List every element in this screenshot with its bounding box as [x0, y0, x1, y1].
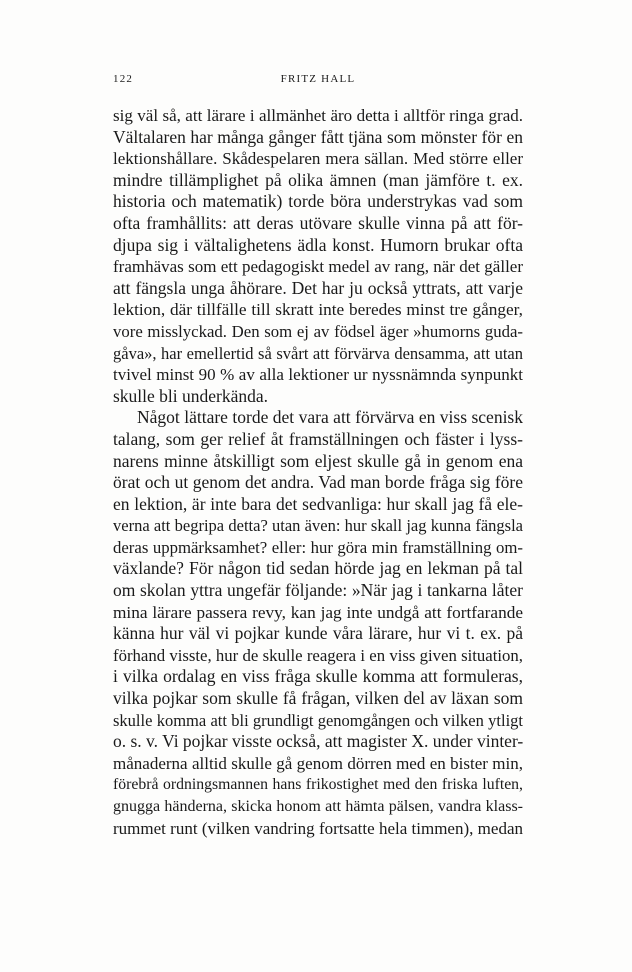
text-line: lektion, där tillfälle till skratt inte beredes minst tre gånger, [113, 300, 523, 320]
running-head [113, 73, 523, 87]
text-line: lektionshållare. Skådespelaren mera sällan. Med större eller [113, 149, 523, 169]
text-line: sig väl så, att lärare i allmänhet äro detta i alltför ringa grad. [113, 106, 523, 125]
text-line: en lektion, är inte bara det sedvanliga: hur skall jag få ele- [113, 493, 523, 514]
text-line: känna hur väl vi pojkar kunde våra lärare, hur vi t. ex. på [113, 623, 523, 644]
text-line: mina lärare passera revy, kan jag inte undgå att fortfarande [113, 602, 523, 622]
text-line: ofta framhållits: att deras utövare skulle vinna på att för- [113, 212, 523, 233]
text-line: o. s. v. Vi pojkar visste också, att magister X. under vinter- [113, 731, 524, 752]
text-line: djupa sig i vältalighetens ädla konst. Humorn brukar ofta [113, 234, 523, 255]
text-line: talang, som ger relief åt framställningen och fäster i lyss- [113, 428, 523, 449]
text-line: narens minne åtskilligt som eljest skulle gå in genom ena [113, 450, 523, 471]
text-line: mindre tillämplighet på olika ämnen (man jämföre t. ex. [113, 169, 523, 190]
text-line: förebrå ordningsmannen hans frikostighet med den friska luften, [113, 776, 523, 794]
text-line: gåva», har emellertid så svårt att förvärva densamma, att utan [113, 343, 523, 363]
text-line: månaderna alltid skulle gå genom dörren med en bister min, [113, 753, 523, 773]
text-line: i vilka ordalag en viss fråga skulle komma att formuleras, [113, 666, 523, 687]
text-line: skulle komma att bli grundligt genomgången och vilken ytligt [113, 710, 523, 730]
text-line: rummet runt (vilken vandring fortsatte hela timmen), medan [113, 818, 523, 838]
text-line: historia och matematik) torde böra understrykas vad som [113, 191, 523, 212]
text-line: gnugga händerna, skicka honom att hämta pälsen, vandra klass- [113, 798, 523, 815]
paragraph-end-line: skulle bli underkända. [113, 385, 269, 406]
text-line: vilka pojkar som skulle få frågan, vilken del av läxan som [113, 688, 523, 709]
running-title: FRITZ HALL [280, 73, 356, 85]
text-line: växlande? För någon tid sedan hörde jag en lekman på tal [113, 558, 523, 579]
text-line: deras uppmärksamhet? eller: hur göra min framställning om- [113, 537, 523, 557]
text-line: tvivel minst 90 % av alla lektioner ur nyssnämnda synpunkt [113, 365, 523, 385]
paragraph-start-line: Något lättare torde det vara att förvärva en viss scenisk [137, 407, 523, 428]
text-line: att fängsla unga åhörare. Det har ju också yttrats, att varje [113, 277, 523, 298]
text-line: verna att begripa detta? utan även: hur skall jag kunna fängsla [113, 516, 523, 536]
text-line: om skolan yttra ungefär följande: »När jag i tankarna låter [113, 580, 523, 601]
body-text [113, 105, 523, 839]
text-line: förhand visste, hur de skulle reagera i en viss given situation, [113, 645, 523, 665]
text-line: Vältalaren har många gånger fått tjäna som mönster för en [113, 126, 523, 147]
text-line: vore misslyckad. Den som ej av födsel äger »humorns guda- [113, 321, 523, 341]
page-number: 122 [113, 73, 134, 85]
text-line: örat och ut genom det andra. Vad man borde fråga sig före [113, 472, 523, 493]
text-line: framhävas som ett pedagogiskt medel av rang, när det gäller [113, 257, 523, 277]
